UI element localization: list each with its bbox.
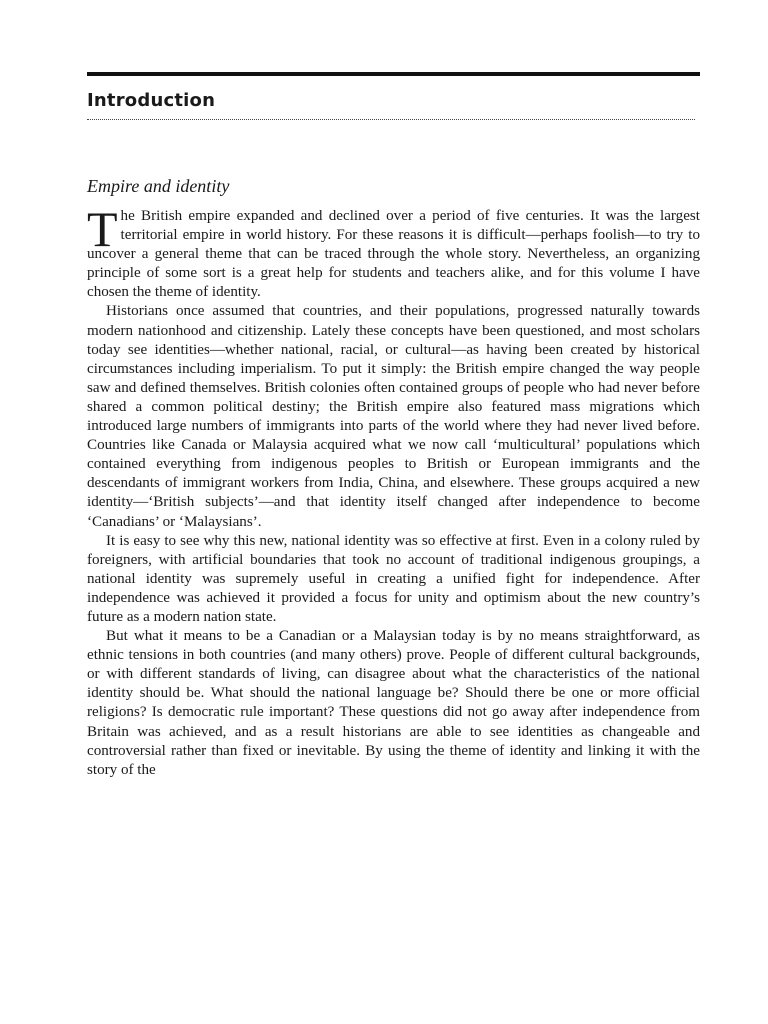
paragraph: But what it means to be a Canadian or a Malaysian today is by no means straightforward, as ethnic tensions in both countries (and many others) prove. People of different cultural backgrounds, or with different standards of living, can disagree about what the characteristics of the national identity should be. What should the national language be? Should there be one or more official religions? Is democratic rule important? These questions did not go away after independence from Britain was achieved, and as a result historians are able to see identities as changeable and controversial rather than fixed or inevitable. By using the theme of identity and linking it with the story of the [87, 628, 700, 778]
drop-cap: T [87, 201, 118, 257]
paragraph: It is easy to see why this new, national identity was so effective at first. Even in a colony ruled by foreigners, with artificial boundaries that took no account of traditional indigenous groupings, a national identity was supremely useful in creating a unified fight for independence. After independence was achieved it provided a focus for unity and optimism about the new country’s future as a modern nation state. [87, 532, 700, 625]
chapter-title: Introduction [87, 90, 216, 111]
paragraph: Historians once assumed that countries, and their populations, progressed naturally towards modern nationhood and citizenship. Lately these concepts have been questioned, and most scholars today see identities—whether national, racial, or cultural—as having been created by historical circumstances including imperialism. To put it simply: the British empire changed the way people saw and defined themselves. British colonies often contained groups of people who had never before shared a common political destiny; the British empire also featured mass migrations which introduced large numbers of immigrants into parts of the world where they had never lived before. Countries like Canada or Malaysia acquired what we now call ‘multicultural’ populations which contained everything from indigenous peoples to British or European immigrants and the descendants of immigrant workers from India, China, and elsewhere. These groups acquired a new identity—‘British subjects’—and that identity itself changed after independence to become ‘Canadians’ or ‘Malaysians’. [87, 303, 700, 530]
top-rule [87, 72, 700, 76]
section-title: Empire and identity [87, 176, 230, 196]
paragraph-text: he British empire expanded and declined over a period of five centuries. It was the largest territorial empire in world history. For these reasons it is difficult—perhaps foolish—to try to uncover a general theme that can be traced through the whole story. Nevertheless, an organizing principle of some sort is a great help for students and teachers alike, and for this volume I have chosen the theme of identity. [87, 208, 700, 301]
paragraph [87, 201, 700, 302]
body-text [87, 201, 700, 780]
book-page [87, 72, 700, 780]
dotted-divider [87, 119, 695, 120]
